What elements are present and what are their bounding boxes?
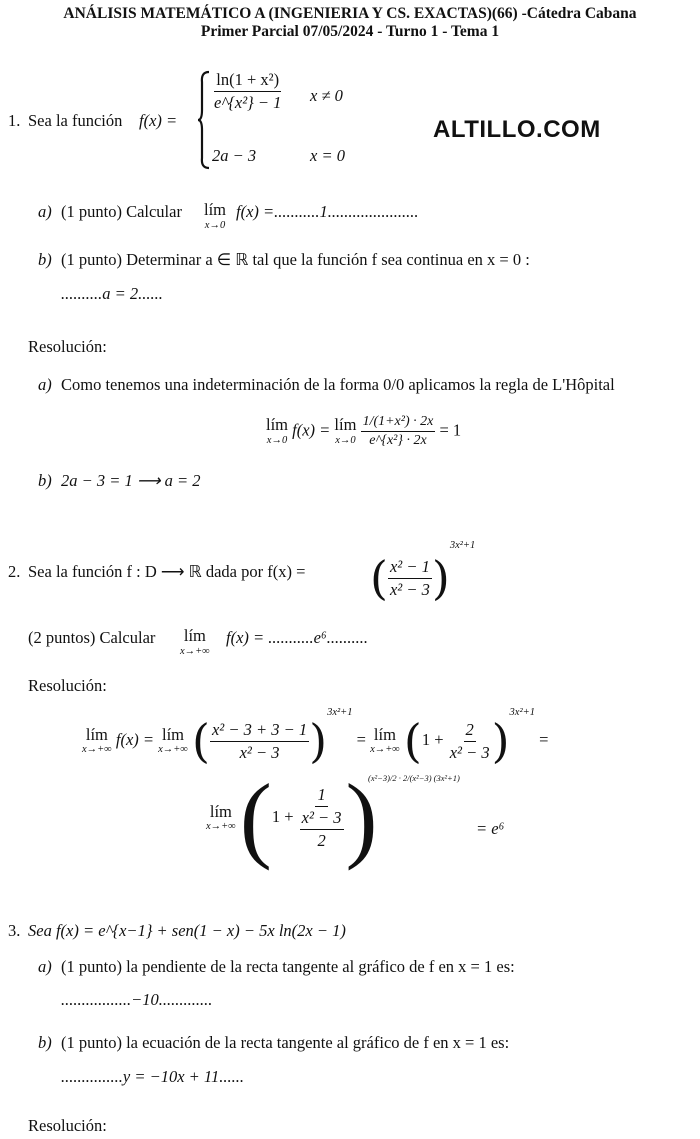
q2-number: 2. <box>8 562 21 581</box>
q3a-text: (1 punto) la pendiente de la recta tangente al gráfico de f en x = 1 es: <box>61 957 515 976</box>
q1-ra-lim: lím <box>266 415 289 434</box>
q2-l2-one: 1 + <box>271 806 294 826</box>
exam-title: ANÁLISIS MATEMÁTICO A (INGENIERIA Y CS. EXACTAS)(66) -Cátedra Cabana <box>63 5 637 22</box>
q1b-label: b) <box>38 250 52 269</box>
q3b-text: (1 punto) la ecuación de la recta tangente al gráfico de f en x = 1 es: <box>61 1033 510 1052</box>
q1-intro: Sea la función <box>28 111 123 130</box>
exam-subtitle: Primer Parcial 07/05/2024 - Turno 1 - Tema 1 <box>200 23 500 40</box>
q3a-answer: .................−10............. <box>61 990 213 1009</box>
q2-ask-lim-sub: x→+∞ <box>180 645 210 657</box>
q2-base-num: x² − 1 <box>388 557 432 579</box>
q2-l2-lim: lím <box>209 801 232 821</box>
q2-l1-exp: 3x²+1 <box>327 707 353 718</box>
q3-resolution-label: Resolución: <box>28 1116 107 1135</box>
q2-l1-sub: x→+∞ <box>82 744 112 756</box>
q2-l2-sub: x→+∞ <box>206 821 236 832</box>
q1-case2-expr: 2a − 3 <box>212 146 257 165</box>
q1-case1-den: e^{x²} − 1 <box>214 93 282 112</box>
q1-ra-result: = 1 <box>439 420 462 440</box>
q2-l2-den-num: x² − 3 <box>300 808 344 830</box>
q1a-limit <box>204 202 226 231</box>
q2-l1-exp2: 3x²+1 <box>509 707 535 718</box>
q2-l2-num: 1 <box>315 785 327 807</box>
q1-case1-num: ln(1 + x²) <box>214 70 281 92</box>
q1-ra-lim2-sub: x→0 <box>335 434 356 446</box>
q1-ra-den: e^{x²} · 2x <box>369 433 427 448</box>
q1-fx: f(x) = <box>139 111 178 130</box>
q2-l1-den2: x² − 3 <box>449 742 490 762</box>
q2-l1-tail: = <box>539 730 549 749</box>
q1a-lim: lím <box>204 200 227 219</box>
q1-case2-cond: x = 0 <box>310 146 345 165</box>
q1-ra-equation <box>266 414 461 449</box>
q2-l1-eq: = <box>356 730 366 749</box>
q3-intro: Sea f(x) = e^{x−1} + sen(1 − x) − 5x ln(2x − 1) <box>28 921 346 940</box>
q1-resolution-label: Resolución: <box>28 337 107 356</box>
q1-ra-text: Como tenemos una indeterminación de la forma 0/0 aplicamos la regla de L'Hôpital <box>61 375 615 394</box>
q2-res-line1: lím x→+∞ f(x) = lím x→+∞ ( $\frac{\text{x² − 3 + 3 − 1}}{\text{x² − 3}}$ )$^{3x^2+1}$ = lím x→+∞ (1 + $\frac{2}{\text{x² − 3}}$ )$^{3x^2+1}$ = <box>82 707 549 769</box>
q2-l1-lim3: lím <box>373 724 396 744</box>
watermark-logo: ALTILLO.COM <box>433 116 601 143</box>
q1a-text: (1 punto) Calcular <box>61 202 182 221</box>
q2-ask-lim: lím <box>183 626 206 645</box>
q1a-label: a) <box>38 202 52 221</box>
q2-l1-lim2: lím <box>162 724 185 744</box>
q2-resolution-label: Resolución: <box>28 676 107 695</box>
q2-res-line2: lím x→+∞ (1 + $\frac{1}{\frac{\text{x² − 3}}{2}}$ ) <box>206 764 378 871</box>
q2-l2-den-den: 2 <box>317 831 326 850</box>
q1-case1-fraction <box>212 70 283 113</box>
q2-answer: f(x) = ...........e⁶.......... <box>226 628 368 647</box>
q1a-lim-sub: x→0 <box>204 219 226 231</box>
q2-l1-num: x² − 3 + 3 − 1 <box>210 720 309 742</box>
q2-l1-den: x² − 3 <box>239 742 280 762</box>
q2-l1-lim: lím <box>85 724 108 744</box>
q2-exp: 3x²+1 <box>449 540 476 551</box>
q1b-text: (1 punto) Determinar a ∈ ℝ tal que la función f sea continua en x = 0 : <box>61 250 530 269</box>
q2-fraction-power: ( $\frac{\text{x² − 1}}{\text{x² − 3}}$ )$^{3x^2+1}$ <box>370 540 476 606</box>
q1-brace <box>197 70 211 170</box>
q1-ra-lim-sub: x→0 <box>266 434 288 446</box>
q2-l1-sub3: x→+∞ <box>370 744 400 756</box>
q1-ra-lim2: lím <box>334 415 357 434</box>
q1-number: 1. <box>8 111 21 130</box>
q3a-label: a) <box>38 957 52 976</box>
q2-l1-num2: 2 <box>464 720 476 742</box>
q2-ask-limit <box>180 628 210 657</box>
q1a-answer: f(x) =...........1...................... <box>236 202 419 221</box>
q2-l1-sub2: x→+∞ <box>158 744 188 756</box>
q1-ra-f: f(x) = <box>292 420 331 440</box>
q1-rb-label: b) <box>38 471 52 490</box>
q3b-label: b) <box>38 1033 52 1052</box>
q1-rb-text: 2a − 3 = 1 ⟶ a = 2 <box>61 471 201 490</box>
q3-number: 3. <box>8 921 21 940</box>
q3b-answer: ...............y = −10x + 11...... <box>61 1067 244 1086</box>
q2-l2-result: = e⁶ <box>476 819 505 838</box>
q2-l2-exp: (x²−3)/2 · 2/(x²−3) (3x²+1) <box>368 773 460 783</box>
q2-intro: Sea la función f : D ⟶ ℝ dada por f(x) = <box>28 562 306 581</box>
q2-l1-one: 1 + <box>421 730 444 749</box>
q1-ra-num: 1/(1+x²) · 2x <box>361 414 436 432</box>
q2-l1-f: f(x) = <box>115 730 155 749</box>
q1b-answer: ..........a = 2...... <box>61 284 163 303</box>
q1-ra-label: a) <box>38 375 52 394</box>
q2-ask-text: (2 puntos) Calcular <box>28 628 156 647</box>
q1-case1-cond: x ≠ 0 <box>310 86 343 105</box>
q2-base-den: x² − 3 <box>389 579 430 599</box>
